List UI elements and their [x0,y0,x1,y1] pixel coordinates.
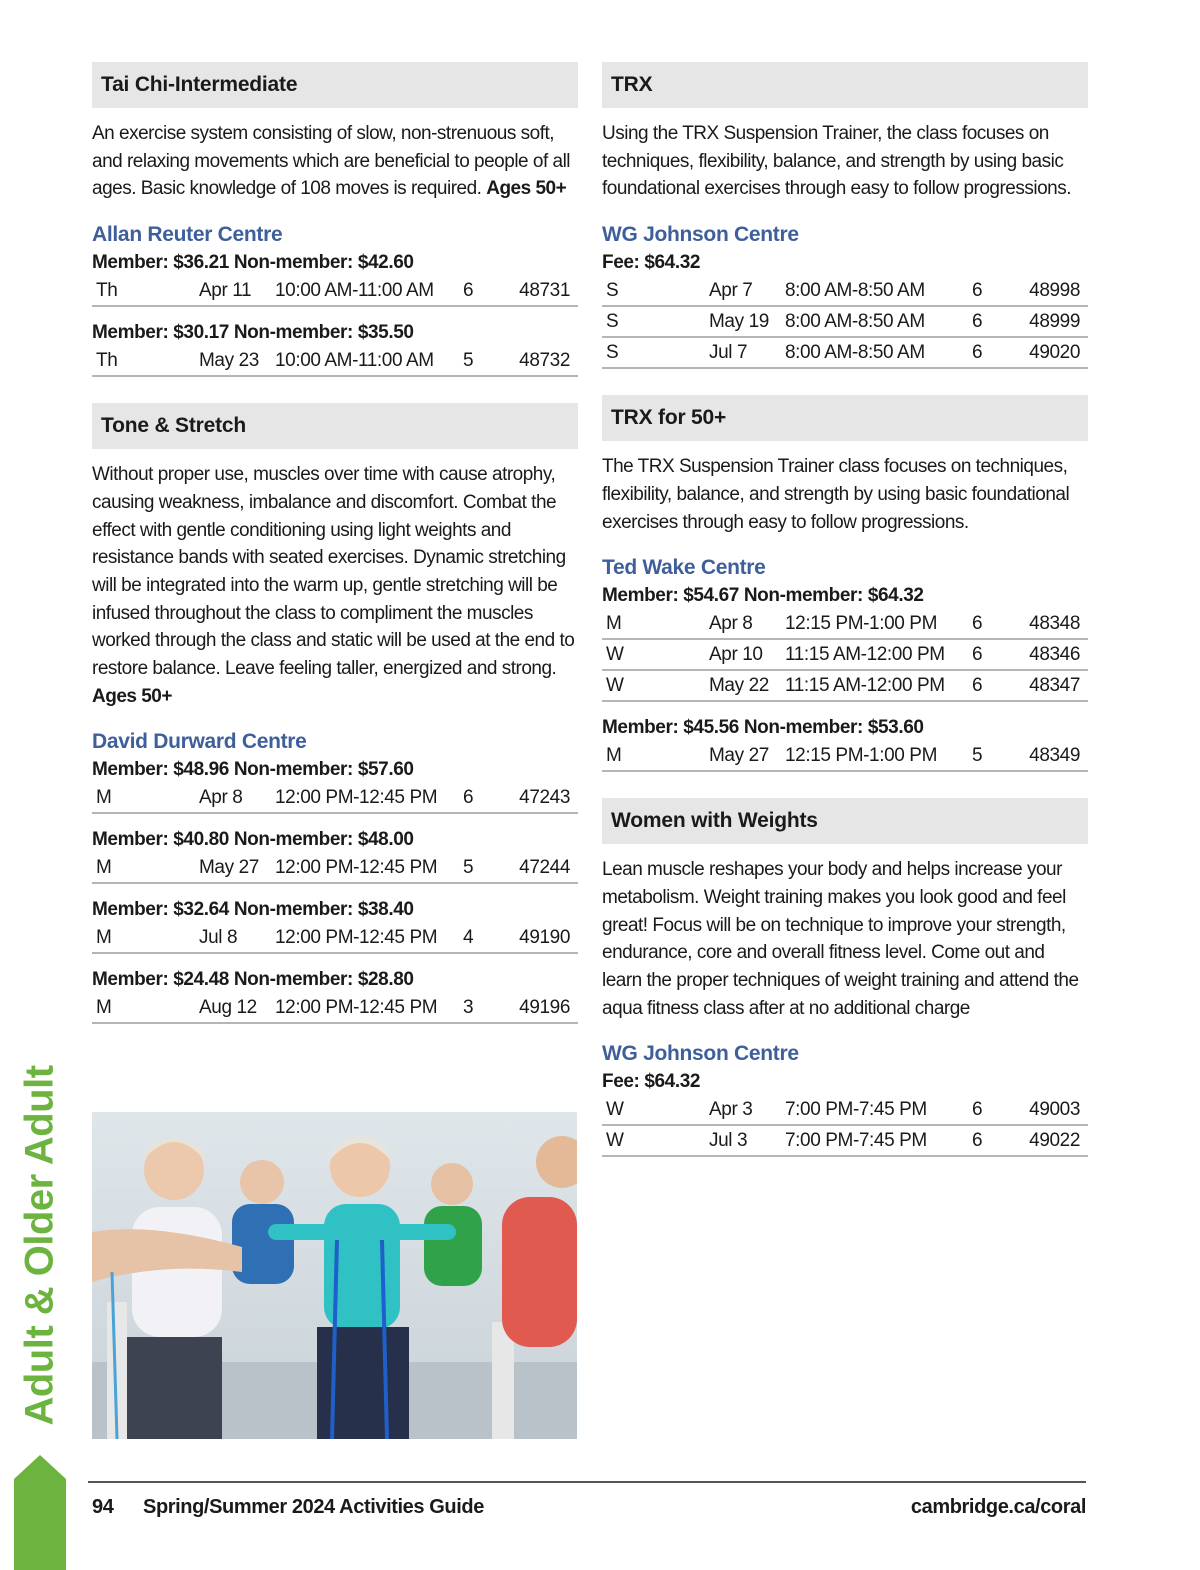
time-cell: 10:00 AM-11:00 AM [275,280,434,302]
fee-line: Member: $36.21 Non-member: $42.60 [92,252,414,274]
table-row [92,783,578,814]
day-cell: Th [96,280,118,302]
section-description: An exercise system consisting of slow, non-strenuous soft, and relaxing movements which are beneficial to people of all ages. Basic knowledge of 108 moves is required. Ages 50+ [92,123,571,200]
course-code-cell: 49022 [1029,1130,1080,1152]
centre-name: WG Johnson Centre [602,223,799,247]
date-cell: Apr 3 [709,1099,753,1121]
spacer [602,369,1088,395]
table-row [92,346,578,377]
page-number: 94 [92,1496,114,1518]
day-cell: W [606,644,624,666]
ages-label: Ages 50+ [486,178,567,200]
sessions-cell: 5 [463,857,474,879]
price-block [92,966,578,1024]
course-code-cell: 48998 [1029,280,1080,302]
date-cell: Apr 8 [709,613,753,635]
section-tone-stretch [92,403,578,1024]
table-row [602,609,1088,640]
course-code-cell: 49190 [519,927,570,949]
time-cell: 12:00 PM-12:45 PM [275,857,438,879]
course-code-cell: 48349 [1029,745,1080,767]
section-description: Lean muscle reshapes your body and helps increase your metabolism. Weight training makes you look good and feel great! Focus will be on technique to improve your strength, endurance, core and overall fitness level. Come out and learn the proper techniques of weight training and attend the aqua fitness class after at no additional charge [602,859,1079,1019]
fee-line: Fee: $64.32 [602,252,701,274]
fee-line: Member: $32.64 Non-member: $38.40 [92,899,414,921]
day-cell: M [96,857,112,879]
table-row [602,671,1088,702]
time-cell: 8:00 AM-8:50 AM [785,280,925,302]
day-cell: S [606,311,619,333]
time-cell: 12:00 PM-12:45 PM [275,927,438,949]
guide-title: Spring/Summer 2024 Activities Guide [143,1496,484,1518]
footer [92,1496,1086,1526]
price-block [92,249,578,307]
footer-divider [88,1481,1086,1483]
section-trx-50 [602,395,1088,772]
day-cell: W [606,1099,624,1121]
sessions-cell: 6 [972,613,983,635]
website-link[interactable]: cambridge.ca/coral [910,1496,1086,1518]
section-title: Women with Weights [602,798,1088,844]
time-cell: 12:15 PM-1:00 PM [785,745,938,767]
fee-line: Member: $30.17 Non-member: $35.50 [92,322,414,344]
table-row [92,276,578,307]
date-cell: Apr 8 [199,787,243,809]
date-cell: May 19 [709,311,769,333]
date-cell: May 27 [199,857,259,879]
day-cell: W [606,675,624,697]
sessions-cell: 6 [972,675,983,697]
table-row [92,993,578,1024]
course-code-cell: 48999 [1029,311,1080,333]
time-cell: 8:00 AM-8:50 AM [785,311,925,333]
fee-line: Member: $48.96 Non-member: $57.60 [92,759,414,781]
sessions-cell: 6 [972,1099,983,1121]
spacer [602,772,1088,798]
course-code-cell: 48346 [1029,644,1080,666]
side-tab-label-wrap [14,1040,66,1450]
course-code-cell: 48347 [1029,675,1080,697]
date-cell: Apr 7 [709,280,753,302]
fee-line: Member: $24.48 Non-member: $28.80 [92,969,414,991]
price-block [92,826,578,884]
spacer [92,377,578,403]
date-cell: Jul 8 [199,927,238,949]
table-row [602,307,1088,338]
day-cell: S [606,342,619,364]
course-code-cell: 48732 [519,350,570,372]
price-block [602,249,1088,369]
section-title: Tone & Stretch [92,403,578,449]
fee-line: Member: $45.56 Non-member: $53.60 [602,717,924,739]
date-cell: May 27 [709,745,769,767]
fee-line: Fee: $64.32 [602,1071,701,1093]
fee-line: Member: $40.80 Non-member: $48.00 [92,829,414,851]
time-cell: 10:00 AM-11:00 AM [275,350,434,372]
sessions-cell: 6 [972,311,983,333]
date-cell: Aug 12 [199,997,257,1019]
sessions-cell: 6 [463,787,474,809]
table-row [602,338,1088,369]
sessions-cell: 6 [972,1130,983,1152]
section-title: TRX for 50+ [602,395,1088,441]
section-side-tab [14,1040,66,1570]
time-cell: 7:00 PM-7:45 PM [785,1130,927,1152]
price-block [602,714,1088,772]
day-cell: S [606,280,619,302]
sessions-cell: 6 [972,644,983,666]
day-cell: M [96,997,112,1019]
day-cell: M [96,787,112,809]
fee-line: Member: $54.67 Non-member: $64.32 [602,585,924,607]
day-cell: M [96,927,112,949]
ages-label: Ages 50+ [92,685,172,707]
table-row [602,640,1088,671]
left-column [92,62,578,1024]
sessions-cell: 5 [972,745,983,767]
time-cell: 11:15 AM-12:00 PM [785,675,945,697]
table-row [602,741,1088,772]
centre-name: David Durward Centre [92,730,307,754]
sessions-cell: 5 [463,350,474,372]
photo-illustration [92,1112,577,1439]
date-cell: Jul 3 [709,1130,748,1152]
table-row [602,1095,1088,1126]
table-row [92,853,578,884]
time-cell: 12:15 PM-1:00 PM [785,613,938,635]
sessions-cell: 6 [972,342,983,364]
section-description: Using the TRX Suspension Trainer, the class focuses on techniques, flexibility, balance, and strength by using basic foundational exercises through easy to follow progressions. [602,123,1072,200]
price-block [92,756,578,814]
price-block [602,582,1088,702]
time-cell: 11:15 AM-12:00 PM [785,644,945,666]
course-code-cell: 49020 [1029,342,1080,364]
time-cell: 12:00 PM-12:45 PM [275,787,438,809]
date-cell: May 22 [709,675,769,697]
price-block [92,896,578,954]
course-code-cell: 48731 [519,280,570,302]
side-tab-label: Adult & Older Adult [17,1064,62,1426]
section-women-weights [602,798,1088,1157]
table-row [602,1126,1088,1157]
sessions-cell: 6 [463,280,474,302]
price-block [92,319,578,377]
day-cell: M [606,613,622,635]
centre-name: WG Johnson Centre [602,1042,799,1066]
sessions-cell: 3 [463,997,474,1019]
course-code-cell: 49003 [1029,1099,1080,1121]
sessions-cell: 4 [463,927,474,949]
section-title: TRX [602,62,1088,108]
course-code-cell: 47243 [519,787,570,809]
day-cell: W [606,1130,624,1152]
seniors-exercise-photo [92,1112,577,1439]
date-cell: Jul 7 [709,342,748,364]
time-cell: 7:00 PM-7:45 PM [785,1099,927,1121]
table-row [92,923,578,954]
course-code-cell: 49196 [519,997,570,1019]
section-title: Tai Chi-Intermediate [92,62,578,108]
section-description: Without proper use, muscles over time with cause atrophy, causing weakness, imbalance and discomfort. Combat the effect with gentle conditioning using light weights and resistance bands with seated exercises. Dynamic stretching will be integrated into the warm up, gentle stretching will be infused throughout the class to compliment the muscles worked through the class and static will be used at the end to restore balance. Leave feeling taller, energized and strong. Ages 50+ [92,464,575,707]
section-tai-chi [92,62,578,377]
table-row [602,276,1088,307]
sessions-cell: 6 [972,280,983,302]
date-cell: Apr 10 [709,644,763,666]
centre-name: Ted Wake Centre [602,556,766,580]
date-cell: May 23 [199,350,259,372]
section-description: The TRX Suspension Trainer class focuses on techniques, flexibility, balance, and strength by using basic foundational exercises through easy to follow progressions. [602,456,1070,533]
time-cell: 8:00 AM-8:50 AM [785,342,925,364]
date-cell: Apr 11 [199,280,252,302]
day-cell: Th [96,350,118,372]
course-code-cell: 47244 [519,857,570,879]
day-cell: M [606,745,622,767]
time-cell: 12:00 PM-12:45 PM [275,997,438,1019]
section-trx [602,62,1088,369]
centre-name: Allan Reuter Centre [92,223,283,247]
price-block [602,1068,1088,1157]
course-code-cell: 48348 [1029,613,1080,635]
right-column [602,62,1088,1157]
tab-arrow-icon [14,1455,66,1570]
